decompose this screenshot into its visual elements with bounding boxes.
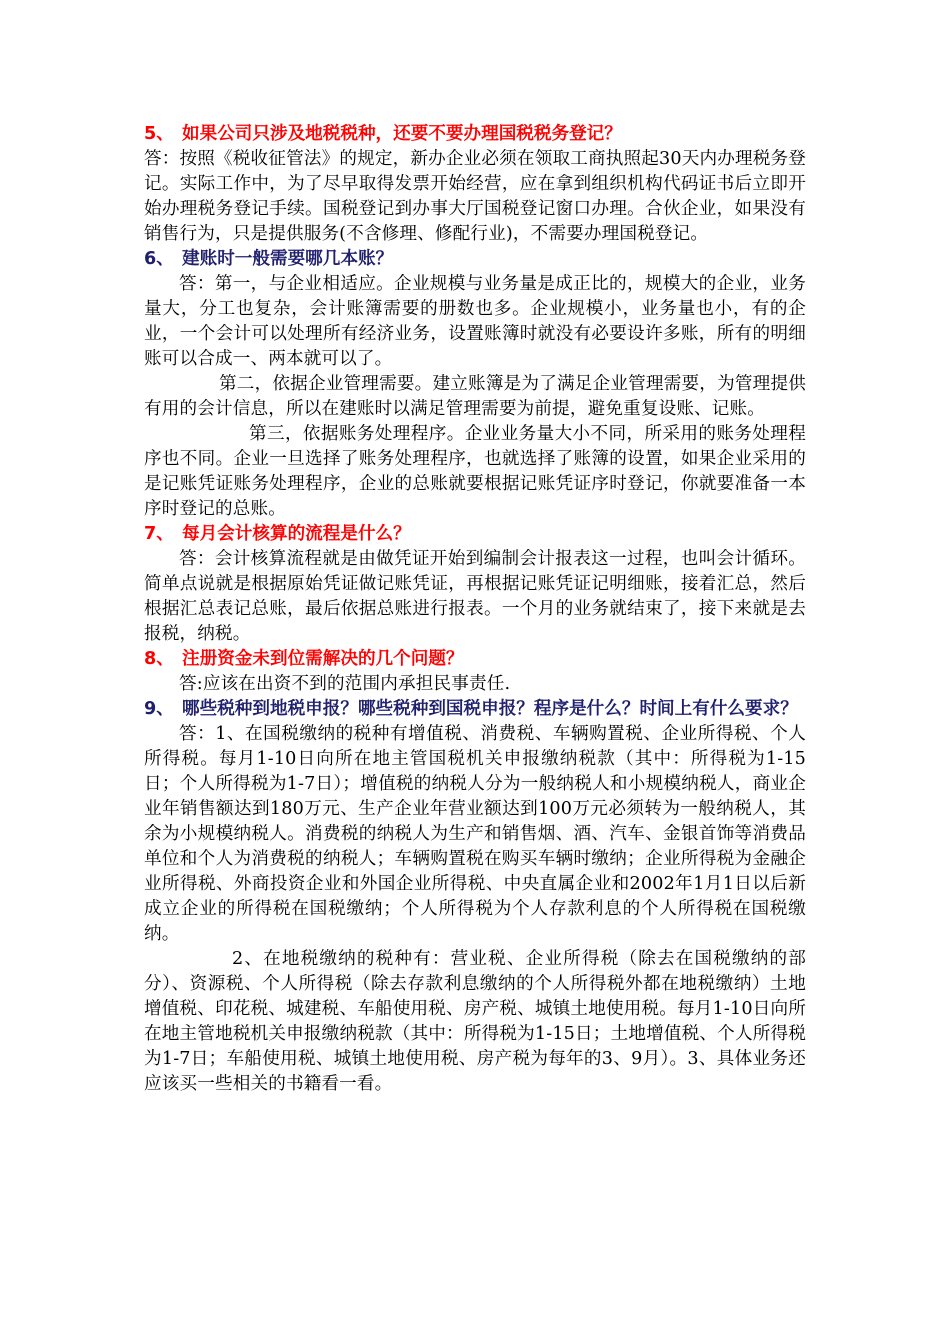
document-page bbox=[144, 122, 806, 1097]
question-7-answer: 答：会计核算流程就是由做凭证开始到编制会计报表这一过程，也叫会计循环。简单点说就是根据原始凭证做记账凭证，再根据记账凭证记明细账，接着汇总，然后根据汇总表记总账，最后依据总账进行报表。一个月的业务就结束了，接下来就是去报税，纳税。 bbox=[144, 549, 806, 644]
question-6-heading bbox=[144, 247, 806, 272]
question-5-title: 如果公司只涉及地税税种，还要不要办理国税税务登记？ bbox=[182, 124, 622, 144]
question-8-heading bbox=[144, 647, 806, 672]
question-9-number: 9、 bbox=[144, 699, 174, 719]
question-9-title: 哪些税种到地税申报？哪些税种到国税申报？程序是什么？时间上有什么要求？ bbox=[182, 699, 798, 719]
question-9-heading bbox=[144, 697, 806, 722]
question-7-title: 每月会计核算的流程是什么？ bbox=[182, 524, 411, 544]
question-5-number: 5、 bbox=[144, 124, 174, 144]
question-6-answer-para-3: 第三，依据账务处理程序。企业业务量大小不同，所采用的账务处理程序也不同。企业一旦选择了账务处理程序，也就选择了账簿的设置，如果企业采用的是记账凭证账务处理程序，企业的总账就要根据记账凭证序时登记，你就要准备一本序时登记的总账。 bbox=[144, 424, 806, 519]
question-6-number: 6、 bbox=[144, 249, 174, 269]
question-9-answer-para-1: 答：1、在国税缴纳的税种有增值税、消费税、车辆购置税、企业所得税、个人所得税。每月1-10日向所在地主管国税机关申报缴纳税款（其中：所得税为1-15日；个人所得税为1-7日）；增值税的纳税人分为一般纳税人和小规模纳税人，商业企业年销售额达到180万元、生产企业年营业额达到100万元必须转为一般纳税人，其余为小规模纳税人。消费税的纳税人为生产和销售烟、酒、汽车、金银首饰等消费品单位和个人为消费税的纳税人；车辆购置税在购买车辆时缴纳；企业所得税为金融企业所得税、外商投资企业和外国企业所得税、中央直属企业和2002年1月1日以后新成立企业的所得税在国税缴纳；个人所得税为个人存款利息的个人所得税在国税缴纳。 bbox=[144, 724, 806, 944]
question-8-number: 8、 bbox=[144, 649, 174, 669]
question-5-heading bbox=[144, 122, 806, 147]
question-7-number: 7、 bbox=[144, 524, 174, 544]
question-6-answer-para-2: 第二，依据企业管理需要。建立账簿是为了满足企业管理需要，为管理提供有用的会计信息，所以在建账时以满足管理需要为前提，避免重复设账、记账。 bbox=[144, 374, 806, 419]
question-5-answer: 答：按照《税收征管法》的规定，新办企业必须在领取工商执照起30天内办理税务登记。实际工作中，为了尽早取得发票开始经营，应在拿到组织机构代码证书后立即开始办理税务登记手续。国税登记到办事大厅国税登记窗口办理。合伙企业，如果没有销售行为，只是提供服务(不含修理、修配行业)，不需要办理国税登记。 bbox=[144, 149, 806, 244]
question-7-heading bbox=[144, 522, 806, 547]
question-6-answer-para-1: 答：第一，与企业相适应。企业规模与业务量是成正比的，规模大的企业，业务量大，分工也复杂，会计账簿需要的册数也多。企业规模小，业务量也小，有的企业，一个会计可以处理所有经济业务，设置账簿时就没有必要设许多账，所有的明细账可以合成一、两本就可以了。 bbox=[144, 274, 806, 369]
question-8-answer: 答:应该在出资不到的范围内承担民事责任. bbox=[179, 674, 511, 694]
question-9-answer-para-2: 2、在地税缴纳的税种有：营业税、企业所得税（除去在国税缴纳的部分）、资源税、个人所得税（除去存款利息缴纳的个人所得税外都在地税缴纳）土地增值税、印花税、城建税、车船使用税、房产税、城镇土地使用税。每月1-10日向所在地主管地税机关申报缴纳税款（其中：所得税为1-15日；土地增值税、个人所得税为1-7日；车船使用税、城镇土地使用税、房产税为每年的3、9月）。3、具体业务还应该买一些相关的书籍看一看。 bbox=[144, 949, 806, 1094]
question-6-title: 建账时一般需要哪几本账？ bbox=[182, 249, 394, 269]
question-8-title: 注册资金未到位需解决的几个问题？ bbox=[182, 649, 464, 669]
